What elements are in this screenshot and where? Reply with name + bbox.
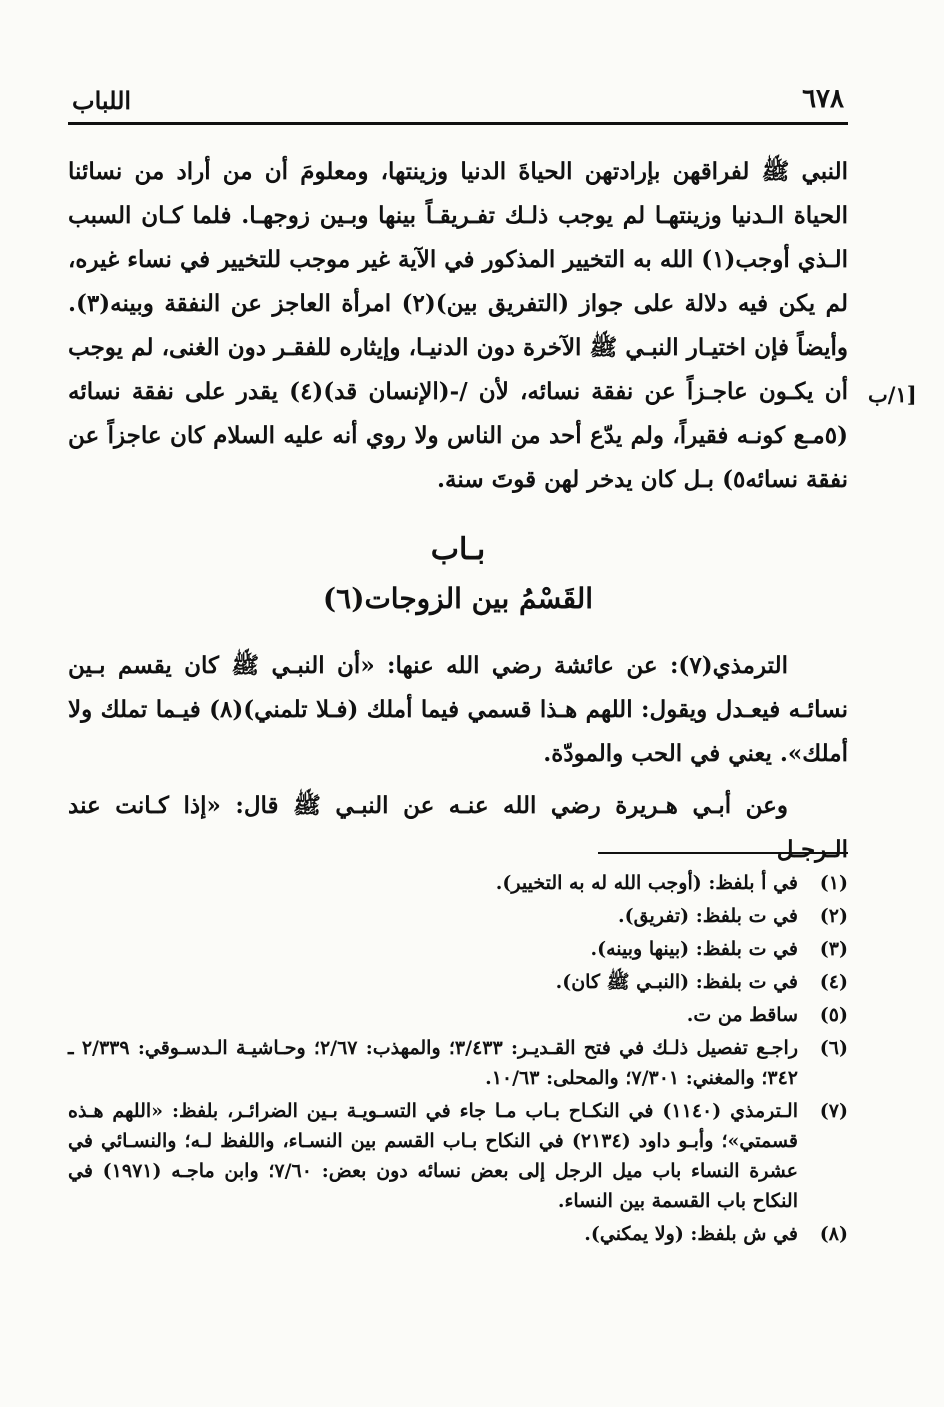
header-rule <box>68 122 848 125</box>
footnote-item <box>68 967 848 997</box>
footnote-item <box>68 901 848 931</box>
footnote-text: راجـع تفصيل ذلـك في فتح القـديـر: ٣/٤٣٣؛ والمهذب: ٢/٦٧؛ وحـاشيـة الـدسـوقي: ٢/٣٣٩ ـ ٣٤٢؛ والمغني: ٧/٣٠١؛ والمحلى: ١٠/٦٣. <box>68 1037 798 1089</box>
footnote-number: (٤) <box>819 971 848 993</box>
footnote-number: (٣) <box>819 938 848 960</box>
footnotes <box>68 868 848 1252</box>
footnote-separator <box>598 852 848 854</box>
footnote-item <box>68 1096 848 1216</box>
footnote-text: ساقط من ت. <box>686 1004 798 1026</box>
footnote-number: (٨) <box>819 1223 848 1245</box>
footnote-text: في ت بلفظ: (النبـي ﷺ كان). <box>555 971 798 993</box>
page-number: ٦٧٨ <box>802 84 844 114</box>
body-text-lower <box>68 644 848 872</box>
paragraph: الترمذي(٧): عن عائشة رضي الله عنها: «أن النبـي ﷺ كان يقسم بـين نسائـه فيعـدل ويقول: اللهم هـذا قسمي فيما أملك (فـلا تلمني)(٨) فيـما تملك ولا أملك». يعني في الحب والمودّة. <box>68 652 848 767</box>
footnote-item <box>68 1033 848 1093</box>
running-title: اللباب <box>72 86 132 115</box>
paragraph: وعن أبـي هـريرة رضي الله عنـه عن النبـي ﷺ قال: «إذا كـانت عند الـرجـل <box>68 792 848 863</box>
chapter-subheading: القَسْمُ بين الزوجات(٦) <box>322 582 594 615</box>
footnote-text: في ت بلفظ: (بينها وبينه). <box>590 938 798 960</box>
page-header <box>68 84 848 120</box>
footnote-number: (١) <box>819 872 848 894</box>
footnote-number: (٧) <box>819 1100 848 1122</box>
footnote-text: الـترمذي (١١٤٠) في النكـاح بـاب مـا جاء في التسـويـة بـين الضرائـر، بلفظ: «اللهم هـذه قسمتي»؛ وأبـو داود (٢١٣٤) في النكاح بـاب القسم بين النسـاء، واللفظ لـه؛ والنسـائي في عشرة النساء باب ميل الرجل إلى بعض نسائه دون بعض: ٧/٦٠؛ وابن ماجـه (١٩٧١) في النكاح باب القسمة بين النساء. <box>68 1100 798 1212</box>
chapter-heading: بـاب <box>430 532 486 567</box>
footnote-item <box>68 934 848 964</box>
footnote-text: في ت بلفظ: (تفريق). <box>618 905 798 927</box>
paragraph: النبي ﷺ لفراقهن بإرادتهن الحياةَ الدنيا وزينتها، ومعلومَ أن من أراد من نسائنا الحياة الـدنيا وزينتهـا لم يوجب ذلـك تفـريقـاً بينها وبـين زوجهـا. فلما كـان السبب الـذي أوجب(١) الله به التخيير المذكور في الآية غير موجب للتخيير في نساء غيره، لم يكن فيه دلالة على جواز (التفريق بين)(٢) امرأة العاجز عن النفقة وبينه(٣). وأيضاً فإن اختيـار النبـي ﷺ الآخرة دون الدنيـا، وإيثاره للفقـر دون الغنى، لم يوجب أن يكـون عاجـزاً عن نفقة نسائه، لأن /-(الإنسان قد)(٤) يقدر على نفقة نسائه (٥مـع كونـه فقيراً، ولم يدّع أحد من الناس ولا روي أنه عليه السلام كان عاجزاً عن نفقة نسائه٥) بـل كان يدخر لهن قوتَ سنة. <box>68 158 848 493</box>
margin-folio-note: ١/ب] <box>868 382 917 407</box>
footnote-text: في أ بلفظ: (أوجب الله له به التخيير). <box>495 872 798 894</box>
footnote-text: في ش بلفظ: (ولا يمكني). <box>584 1223 798 1245</box>
footnote-number: (٦) <box>819 1037 848 1059</box>
body-text-upper <box>68 150 848 502</box>
footnote-item <box>68 868 848 898</box>
footnote-number: (٥) <box>819 1004 848 1026</box>
footnote-item <box>68 1000 848 1030</box>
footnote-item <box>68 1219 848 1249</box>
footnote-number: (٢) <box>819 905 848 927</box>
